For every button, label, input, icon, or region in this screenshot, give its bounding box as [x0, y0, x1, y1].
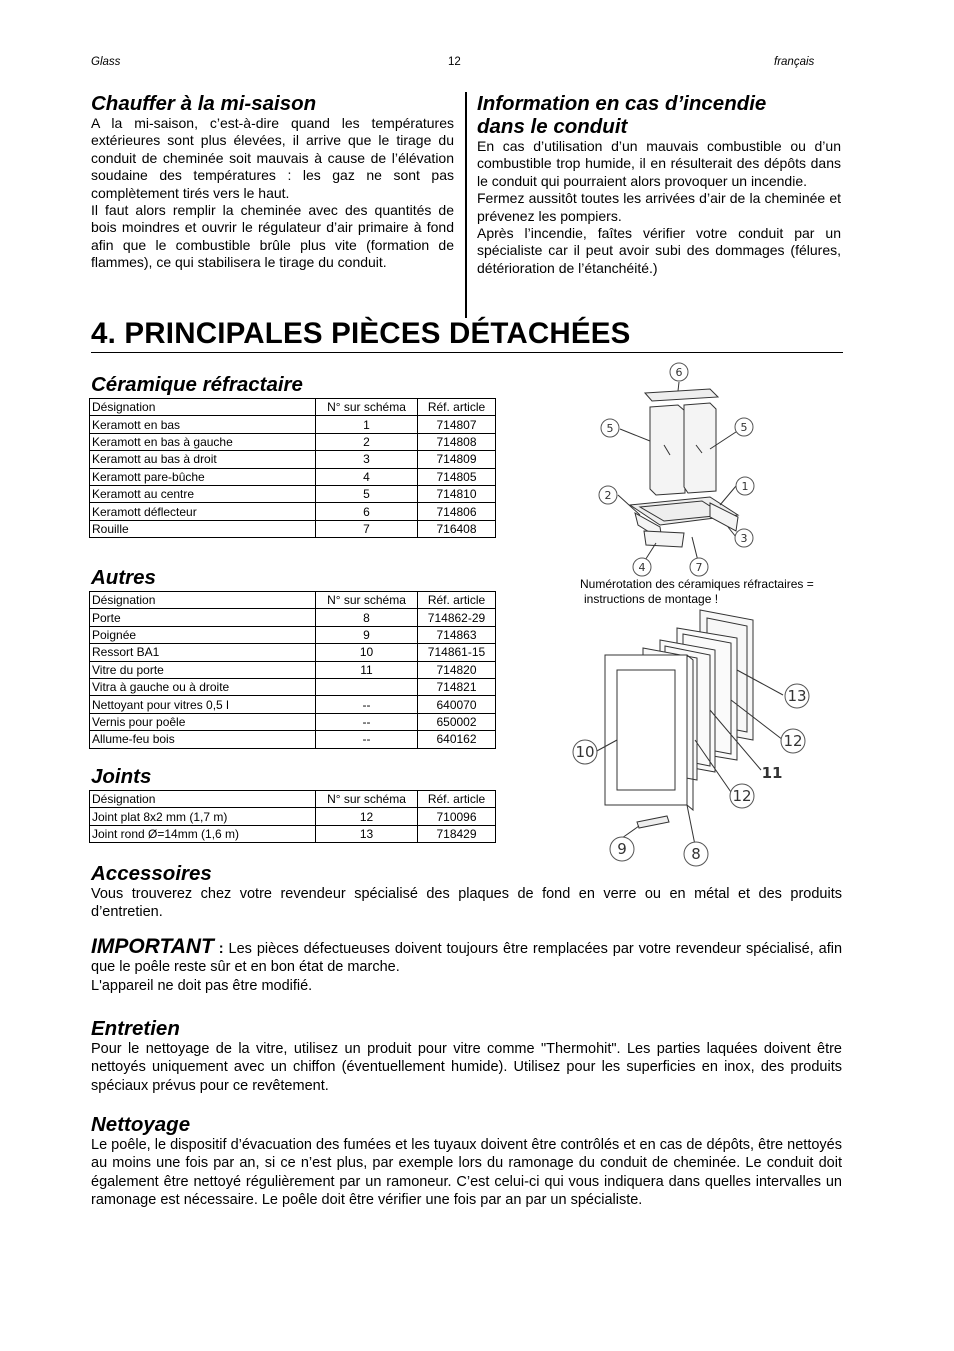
ceramique-header-row: [90, 399, 496, 416]
column-header: Désignation: [90, 399, 316, 416]
table-cell: --: [316, 696, 418, 713]
table-cell: Vitra à gauche ou à droite: [90, 678, 316, 695]
table-cell: Poignée: [90, 626, 316, 643]
table-row: [90, 644, 496, 661]
nettoyage-section: [91, 1113, 842, 1210]
diagram1-label-7: 7: [695, 561, 703, 574]
table-cell: 714808: [418, 433, 496, 450]
column-header: Réf. article: [418, 399, 496, 416]
table-cell: Keramott au centre: [90, 485, 316, 502]
table-cell: 714820: [418, 661, 496, 678]
diagram1-label-2: 2: [604, 489, 612, 502]
table-cell: 714807: [418, 416, 496, 433]
table-cell: Vitre du porte: [90, 661, 316, 678]
important-colon: :: [213, 941, 224, 957]
table-cell: 640070: [418, 696, 496, 713]
diagram1-label-5b: 5: [740, 421, 748, 434]
nettoyage-title: Nettoyage: [91, 1113, 191, 1136]
table-cell: Joint plat 8x2 mm (1,7 m): [90, 808, 316, 825]
diagram2-label-8: 8: [691, 845, 701, 863]
header-language: français: [774, 56, 815, 68]
accessoires-section: [91, 862, 842, 922]
table-cell: Keramott en bas: [90, 416, 316, 433]
column-header: N° sur schéma: [316, 399, 418, 416]
table-row: [90, 520, 496, 537]
table-cell: 2: [316, 433, 418, 450]
table-cell: 710096: [418, 808, 496, 825]
ceramique-table: [89, 398, 496, 538]
table-cell: 714821: [418, 678, 496, 695]
table-cell: 9: [316, 626, 418, 643]
section-number: 4.: [91, 317, 117, 350]
fire-info-title-line1: Information en cas d’incendie: [477, 92, 767, 115]
table-row: [90, 808, 496, 825]
table-cell: Keramott pare-bûche: [90, 468, 316, 485]
accessoires-title: Accessoires: [91, 862, 212, 885]
ceramics-diagram: [560, 355, 840, 580]
ceramique-title: Céramique réfractaire: [91, 373, 303, 396]
entretien-section: [91, 1017, 842, 1095]
diagram1-label-5a: 5: [606, 422, 614, 435]
table-row: [90, 503, 496, 520]
table-cell: 11: [316, 661, 418, 678]
section-heading: [91, 316, 631, 352]
table-cell: 13: [316, 825, 418, 842]
diagram2-label-13: 13: [787, 687, 807, 705]
table-cell: 6: [316, 503, 418, 520]
table-cell: 5: [316, 485, 418, 502]
fire-info-paragraph-2: Fermez aussitôt toutes les arrivées d’air de la cheminée et prévenez les pompiers.: [477, 190, 841, 224]
table-row: [90, 485, 496, 502]
table-row: [90, 825, 496, 842]
joints-title: Joints: [91, 765, 152, 788]
table-cell: 714862-29: [418, 609, 496, 626]
entretien-text: Pour le nettoyage de la vitre, utilisez un produit pour vitre comme "Thermohit". Les parties laquées doivent être nettoyés uniquement avec un chiffon (éventuellement humide). Utilisez pour les superficies en inox, des produits spéciaux prévus pour ce revêtement.: [91, 1041, 842, 1094]
diagram1-label-1: 1: [741, 480, 749, 493]
table-cell: 718429: [418, 825, 496, 842]
fire-info-paragraph-3: Après l’incendie, faîtes vérifier votre conduit par un spécialiste car il peut avoir subi des dommages (félures, détérioration de l’étanchéité.): [477, 225, 841, 276]
table-row: [90, 713, 496, 730]
table-cell: 7: [316, 520, 418, 537]
section-rule: [91, 352, 843, 353]
diagram1-label-3: 3: [740, 532, 748, 545]
important-text: Les pièces défectueuses doivent toujours être remplacées par votre revendeur spécialisé, afin que le poêle reste sûr et en bon état de marche.: [91, 941, 843, 976]
table-row: [90, 468, 496, 485]
fire-info-title-line2: dans le conduit: [477, 115, 628, 138]
table-cell: 1: [316, 416, 418, 433]
table-cell: 640162: [418, 731, 496, 748]
accessoires-text: Vous trouverez chez votre revendeur spécialisé des plaques de fond en verre ou en métal et des produits d’entretien.: [91, 886, 842, 921]
fire-info-paragraph-1: En cas d’utilisation d’un mauvais combustible ou d’un combustible trop humide, il en résulterait des dépôts dans le conduit qui pourraient alors provoquer un incendie.: [477, 138, 841, 189]
table-cell: 10: [316, 644, 418, 661]
table-cell: Keramott déflecteur: [90, 503, 316, 520]
table-row: [90, 433, 496, 450]
column-header: Désignation: [90, 592, 316, 609]
table-row: [90, 451, 496, 468]
table-row: [90, 678, 496, 695]
table-cell: --: [316, 713, 418, 730]
table-row: [90, 609, 496, 626]
autres-title: Autres: [91, 566, 156, 589]
column-header: Réf. article: [418, 592, 496, 609]
table-cell: 714805: [418, 468, 496, 485]
joints-header-row: [90, 791, 496, 808]
header-page-number: 12: [448, 56, 461, 68]
table-cell: Joint rond Ø=14mm (1,6 m): [90, 825, 316, 842]
diagram2-label-12a: 12: [783, 732, 803, 750]
important-text-2: L'appareil ne doit pas être modifié.: [91, 977, 313, 994]
important-label: IMPORTANT: [91, 935, 214, 958]
autres-table: [89, 591, 496, 749]
table-cell: 714810: [418, 485, 496, 502]
table-row: [90, 731, 496, 748]
table-row: [90, 626, 496, 643]
section-title: PRINCIPALES PIÈCES DÉTACHÉES: [124, 317, 631, 350]
mid-season-paragraph-2: Il faut alors remplir la cheminée avec des quantités de bois moindres et ouvrir le régulateur d’air primaire à fond afin que le combustible brûle plus vite (formation de flammes), ce qui stabilisera le tirage du conduit.: [91, 202, 454, 271]
table-cell: Allume-feu bois: [90, 731, 316, 748]
column-header: Désignation: [90, 791, 316, 808]
diagram1-caption-line1: Numérotation des céramiques réfractaires =: [580, 577, 814, 591]
door-diagram: [565, 600, 825, 870]
table-row: [90, 696, 496, 713]
diagram1-label-6: 6: [675, 366, 683, 379]
table-cell: 716408: [418, 520, 496, 537]
diagram1-label-4: 4: [638, 561, 646, 574]
mid-season-paragraph-1: A la mi-saison, c’est-à-dire quand les températures extérieures sont plus élevées, il arrive que le tirage du conduit de cheminée soit mauvais à cause de l’élévation soudaine des températures : les gaz ne sont pas complètement tirés vers le haut.: [91, 115, 454, 201]
table-cell: Porte: [90, 609, 316, 626]
table-cell: 4: [316, 468, 418, 485]
table-cell: Ressort BA1: [90, 644, 316, 661]
table-cell: 714861-15: [418, 644, 496, 661]
header-doc-name: Glass: [91, 56, 121, 68]
table-row: [90, 416, 496, 433]
fire-info-section: [477, 92, 841, 277]
column-header: Réf. article: [418, 791, 496, 808]
diagram2-label-9: 9: [617, 840, 627, 858]
table-cell: --: [316, 731, 418, 748]
nettoyage-text: Le poêle, le dispositif d’évacuation des fumées et les tuyaux doivent être contrôlés et en cas de dépôts, être nettoyés au moins une fois par an, si ce n’est plus, par exemple lors du ramonage du conduit de cheminée. Le conduit doit également être nettoyé régulièrement par un ramoneur. C’est celui-ci qui vous indiquera dans quelles intervalles un ramonage est nécessaire. Le poêle doit être vérifier une fois par an par un spécialiste.: [91, 1137, 842, 1209]
table-cell: Keramott au bas à droit: [90, 451, 316, 468]
entretien-title: Entretien: [91, 1017, 180, 1040]
column-divider: [465, 92, 467, 318]
diagram2-label-11: 11: [761, 764, 783, 782]
mid-season-title: Chauffer à la mi-saison: [91, 92, 317, 115]
table-cell: 650002: [418, 713, 496, 730]
table-cell: 714863: [418, 626, 496, 643]
mid-season-section: [91, 92, 454, 272]
diagram2-label-10: 10: [575, 743, 595, 761]
autres-header-row: [90, 592, 496, 609]
table-cell: Rouille: [90, 520, 316, 537]
joints-table: [89, 790, 496, 843]
diagram2-label-12b: 12: [732, 787, 752, 805]
table-cell: Nettoyant pour vitres 0,5 l: [90, 696, 316, 713]
table-row: [90, 661, 496, 678]
table-cell: 3: [316, 451, 418, 468]
table-cell: 714806: [418, 503, 496, 520]
table-cell: 714809: [418, 451, 496, 468]
column-header: N° sur schéma: [316, 791, 418, 808]
table-cell: Vernis pour poêle: [90, 713, 316, 730]
table-cell: 8: [316, 609, 418, 626]
table-cell: [316, 678, 418, 695]
diagram1-caption-line2: instructions de montage !: [584, 592, 719, 606]
table-cell: Keramott en bas à gauche: [90, 433, 316, 450]
column-header: N° sur schéma: [316, 592, 418, 609]
important-section: [91, 935, 843, 995]
table-cell: 12: [316, 808, 418, 825]
